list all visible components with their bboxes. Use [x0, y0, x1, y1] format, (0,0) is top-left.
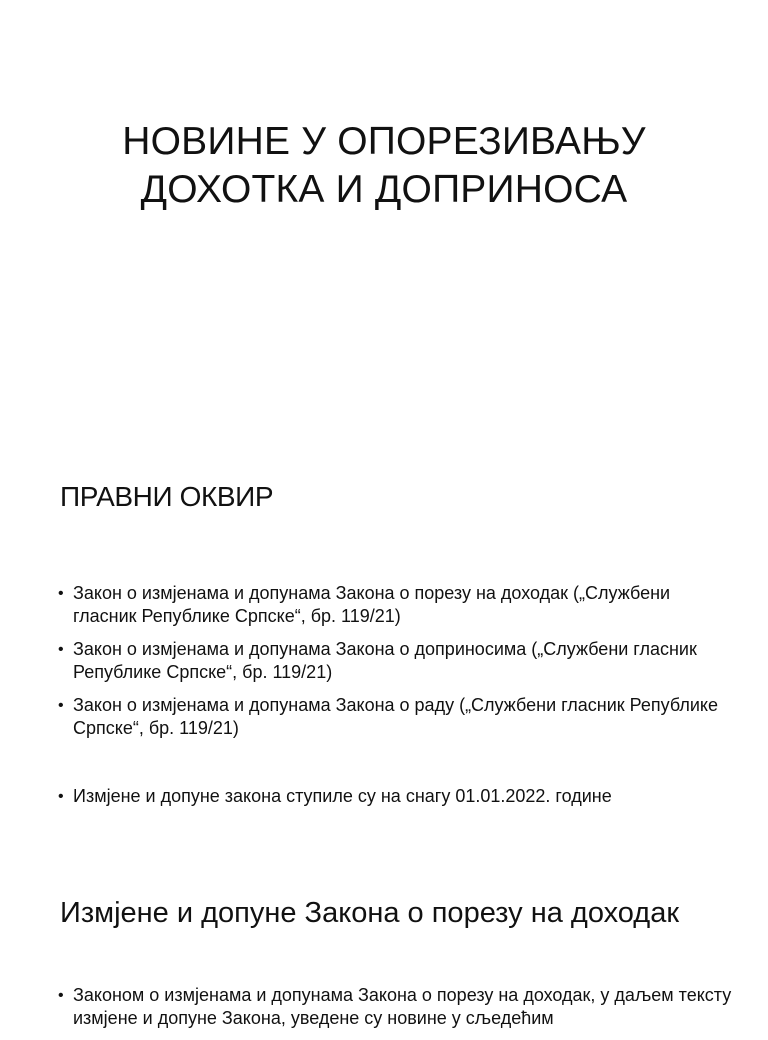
title-line-1: НОВИНЕ У ОПОРЕЗИВАЊУ — [122, 120, 646, 163]
list-item — [58, 984, 738, 1030]
list-item-text: Закон о измјенама и допунама Закона о доприносима („Службени гласник Републике Српске“, бр. 119/21) — [73, 639, 697, 682]
income-tax-amendments-heading: Измјене и допуне Закона о порезу на доходак — [60, 897, 680, 929]
bullet-icon: • — [58, 585, 64, 602]
list-item — [58, 582, 738, 628]
list-item — [58, 638, 738, 684]
bullet-icon: • — [58, 788, 64, 805]
legal-framework-slide — [0, 430, 768, 850]
bullet-icon: • — [58, 987, 64, 1004]
income-tax-amendments-slide — [0, 850, 768, 1028]
presentation-title — [0, 118, 768, 214]
effective-date-note: Измјене и допуне закона ступиле су на снагу 01.01.2022. године — [73, 786, 612, 806]
effective-date-list — [58, 785, 738, 818]
list-item-text: Закон о измјенама и допунама Закона о порезу на доходак („Службени гласник Републике Српске“, бр. 119/21) — [73, 583, 671, 626]
legal-framework-list — [58, 582, 738, 750]
list-item — [58, 694, 738, 740]
list-item-text: Закон о измјенама и допунама Закона о раду („Службени гласник Републике Српске“, бр. 119/21) — [73, 695, 718, 738]
list-item-text: Законом о измјенама и допунама Закона о порезу на доходак, у даљем тексту измјене и допуне Закона, уведене су новине у сљедећим — [73, 985, 732, 1028]
income-tax-amendments-list — [58, 984, 738, 1040]
bullet-icon: • — [58, 697, 64, 714]
title-line-2: ДОХОТКА И ДОПРИНОСА — [140, 168, 628, 211]
legal-framework-heading: ПРАВНИ ОКВИР — [60, 481, 274, 512]
list-item — [58, 785, 738, 808]
bullet-icon: • — [58, 641, 64, 658]
title-slide — [0, 0, 768, 430]
